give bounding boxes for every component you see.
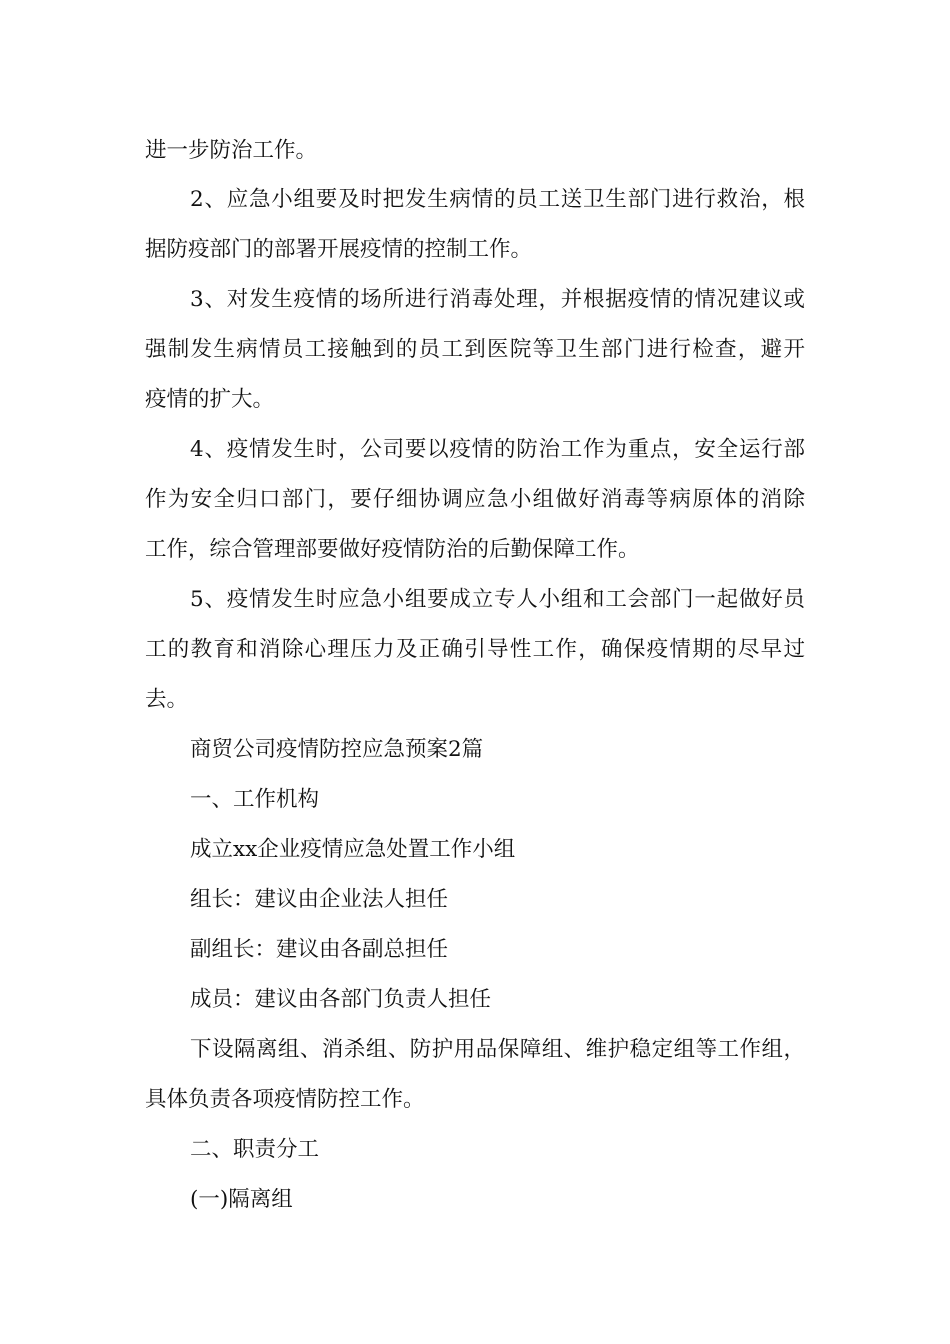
paragraph-line: 成立xx企业疫情应急处置工作小组 <box>190 837 516 862</box>
section-heading: 二、职责分工 <box>190 1137 320 1162</box>
paragraph-line: 去。 <box>145 687 189 712</box>
paragraph-line: 下设隔离组、消杀组、防护用品保障组、维护稳定组等工作组， <box>190 1037 805 1062</box>
paragraph-line: 成员：建议由各部门负责人担任 <box>190 987 492 1012</box>
paragraph-line: 组长：建议由企业法人担任 <box>190 887 449 912</box>
paragraph-line: 工作，综合管理部要做好疫情防治的后勤保障工作。 <box>145 537 640 562</box>
paragraph-line: 4、疫情发生时，公司要以疫情的防治工作为重点，安全运行部 <box>190 437 805 462</box>
paragraph-line: 3、对发生疫情的场所进行消毒处理，并根据疫情的情况建议或 <box>190 287 805 312</box>
paragraph-line: 进一步防治工作。 <box>145 138 318 163</box>
paragraph-line: 疫情的扩大。 <box>145 387 275 412</box>
paragraph-line: 强制发生病情员工接触到的员工到医院等卫生部门进行检查，避开 <box>145 337 805 362</box>
paragraph-line: 2、应急小组要及时把发生病情的员工送卫生部门进行救治，根 <box>190 187 805 212</box>
paragraph-line: 工的教育和消除心理压力及正确引导性工作，确保疫情期的尽早过 <box>145 637 805 662</box>
paragraph-line: 副组长：建议由各副总担任 <box>190 937 449 962</box>
paragraph-line: 具体负责各项疫情防控工作。 <box>145 1087 425 1112</box>
section-heading: 一、工作机构 <box>190 787 320 812</box>
subsection-heading: (一)隔离组 <box>190 1187 293 1212</box>
paragraph-line: 作为安全归口部门，要仔细协调应急小组做好消毒等病原体的消除 <box>145 487 805 512</box>
paragraph-line: 5、疫情发生时应急小组要成立专人小组和工会部门一起做好员 <box>190 587 805 612</box>
paragraph-line: 据防疫部门的部署开展疫情的控制工作。 <box>145 237 533 262</box>
section-title: 商贸公司疫情防控应急预案2篇 <box>190 737 484 762</box>
